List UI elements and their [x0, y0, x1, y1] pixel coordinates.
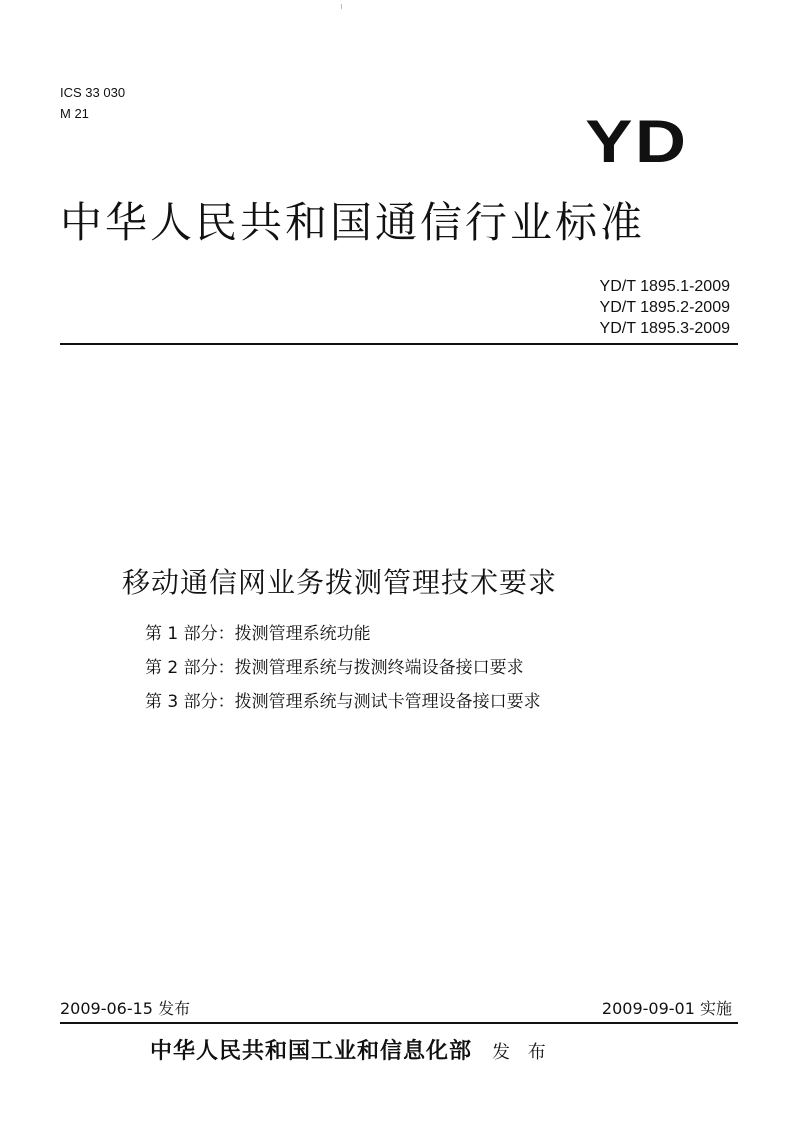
part-1-title: 第 1 部分：拨测管理系统功能 — [145, 624, 371, 644]
document-title: 移动通信网业务拨测管理技术要求 — [122, 566, 558, 599]
standard-number-2: YD/T 1895.2-2009 — [599, 299, 730, 316]
ccs-code: M 21 — [60, 106, 89, 121]
issuer-name: 中华人民共和国工业和信息化部 — [150, 1038, 473, 1064]
issuer-line — [150, 1036, 552, 1068]
issuer-action: 发 布 — [492, 1042, 552, 1063]
standard-numbers — [600, 276, 730, 339]
effective-date: 2009-09-01 实施 — [601, 999, 732, 1018]
part-3-title: 第 3 部分：拨测管理系统与测试卡管理设备接口要求 — [145, 692, 541, 712]
ics-code: ICS 33 030 — [60, 85, 126, 100]
organization-title: 中华人民共和国通信行业标准 — [60, 198, 646, 247]
standard-number-3: YD/T 1895.3-2009 — [599, 320, 730, 337]
top-divider — [60, 343, 738, 345]
bottom-divider — [60, 1022, 738, 1024]
scan-mark — [341, 4, 342, 9]
publish-date: 2009-06-15 发布 — [60, 999, 191, 1018]
parts-list — [145, 617, 541, 719]
part-2-title: 第 2 部分：拨测管理系统与拨测终端设备接口要求 — [145, 658, 524, 678]
yd-logo: YD — [584, 108, 688, 175]
standard-number-1: YD/T 1895.1-2009 — [599, 278, 730, 295]
